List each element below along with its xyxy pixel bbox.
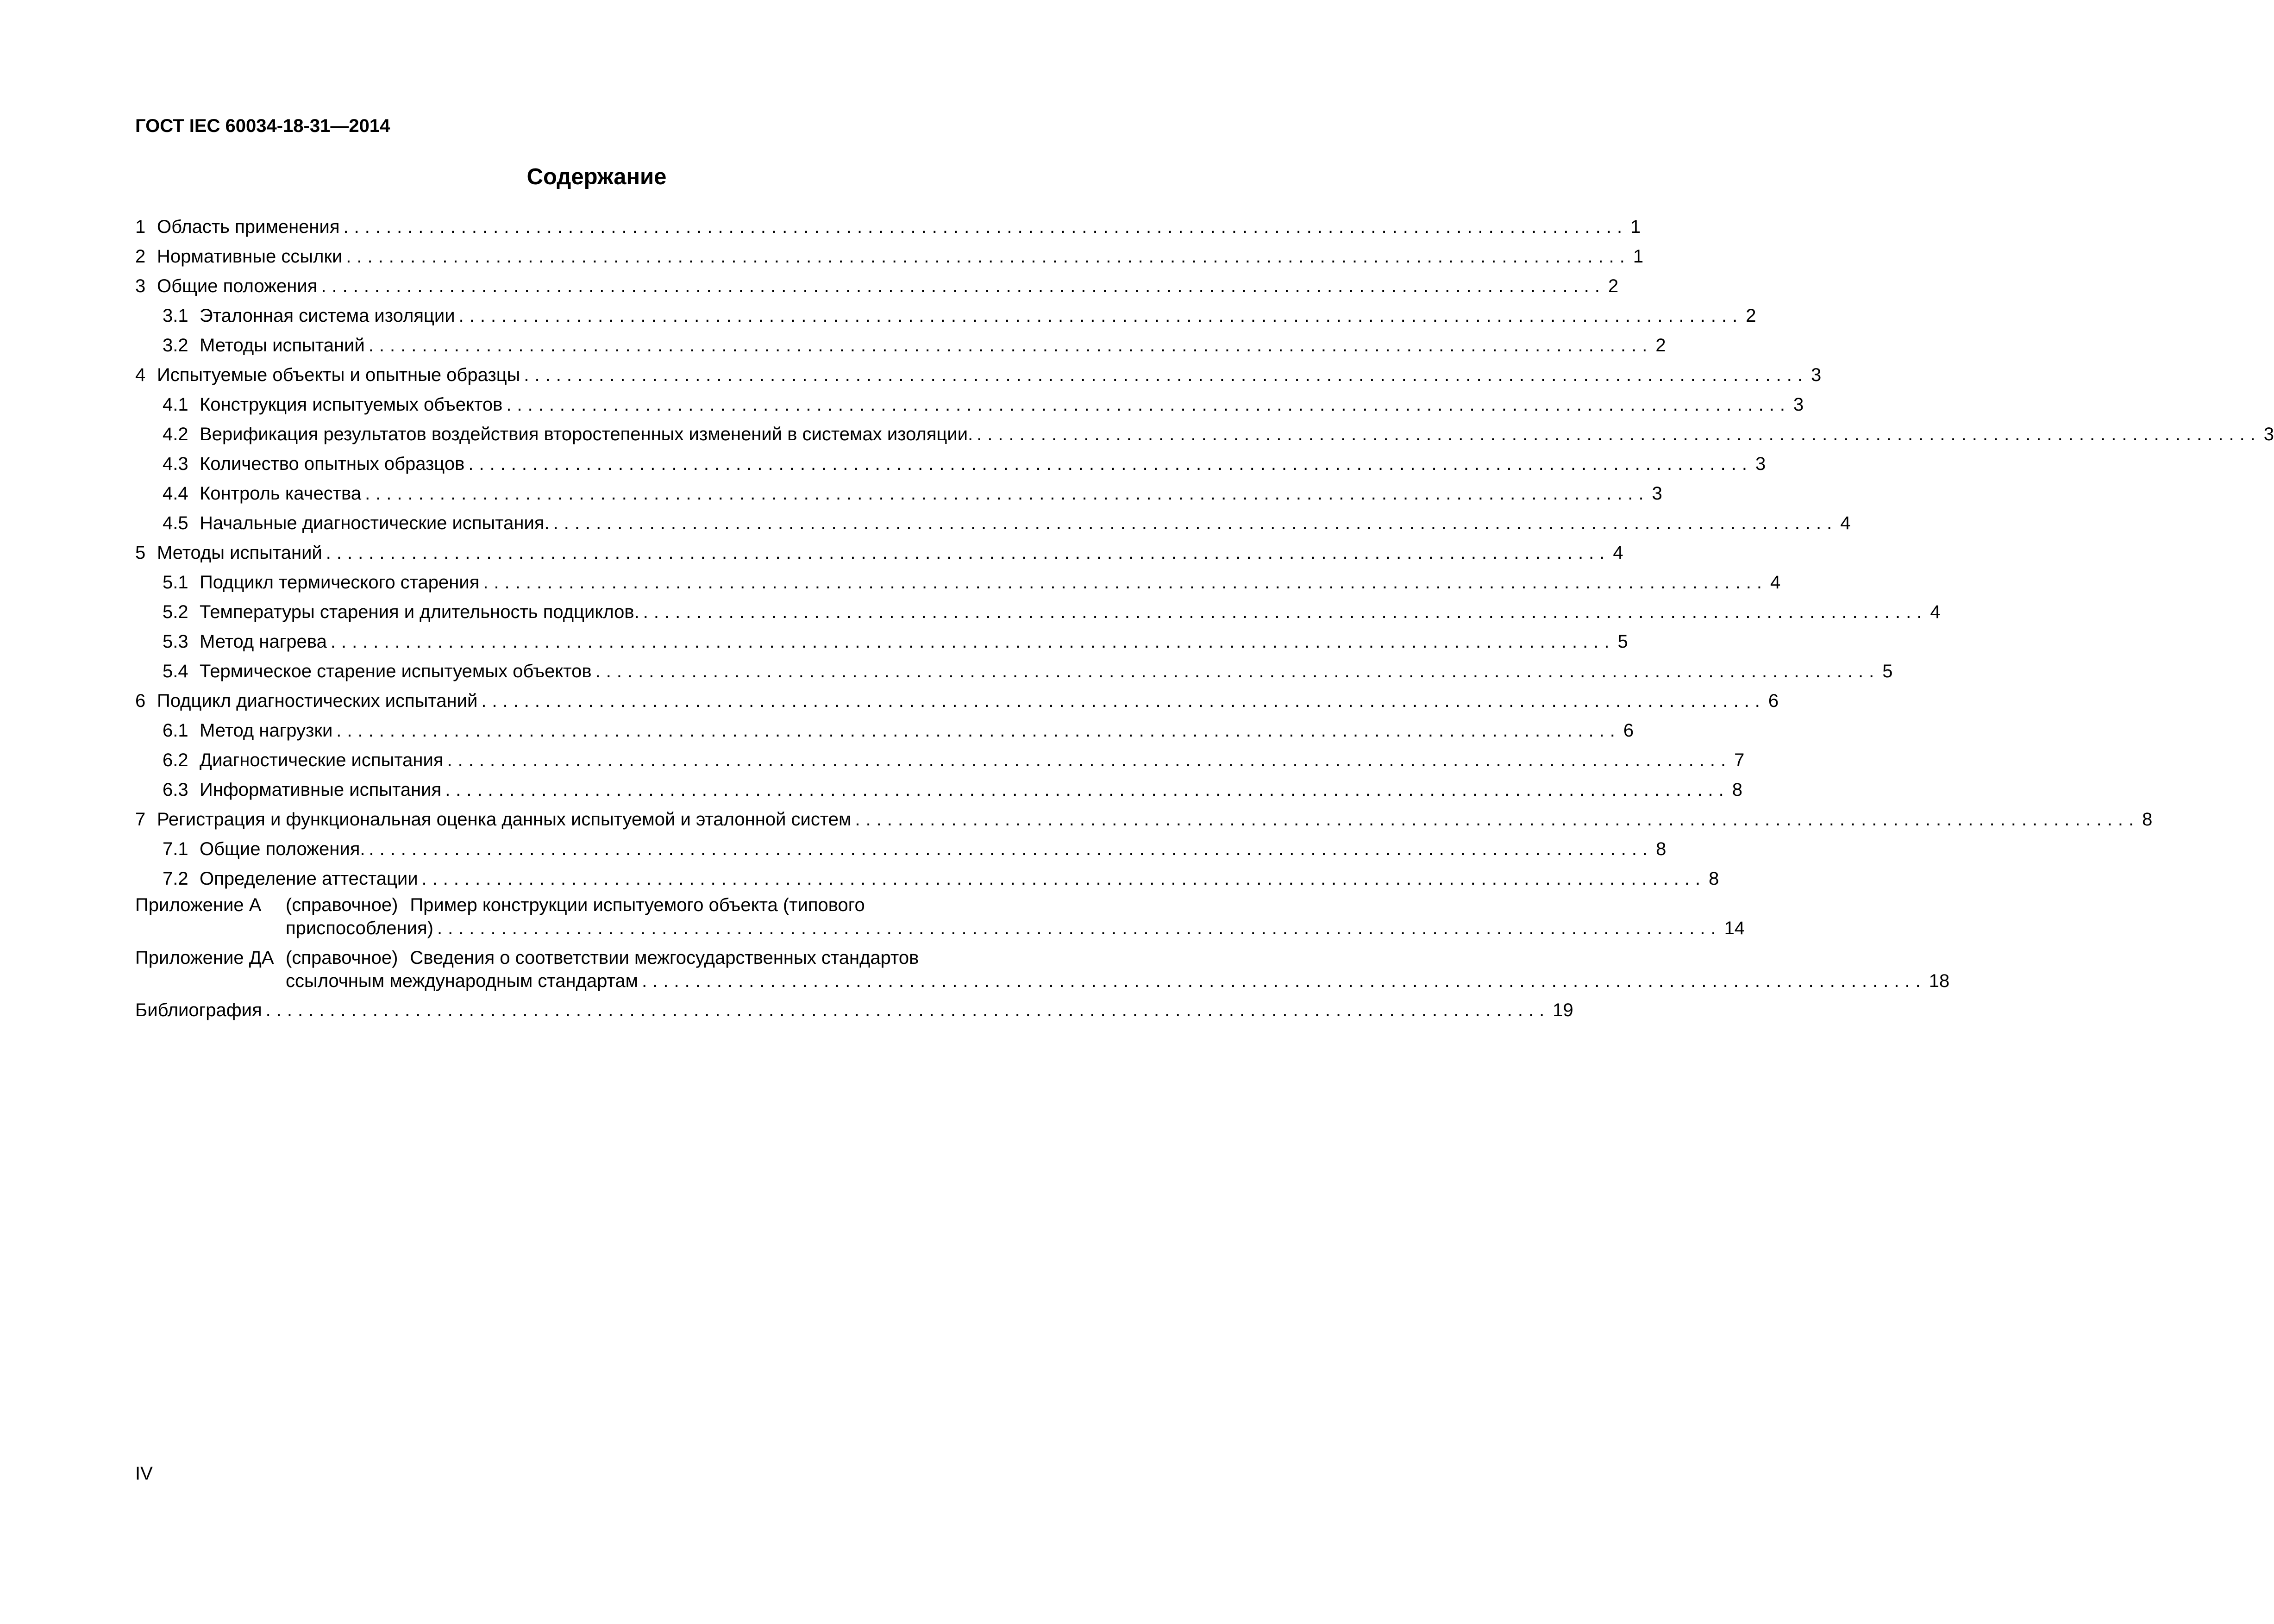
toc-entry[interactable] <box>135 716 1634 745</box>
toc-entry-number: 4.2 <box>163 424 188 444</box>
appendix-title-line2: приспособления) <box>286 918 433 938</box>
toc-entry-number: 6.2 <box>163 750 188 770</box>
appendix-title-line1: Пример конструкции испытуемого объекта (типового <box>410 895 865 915</box>
toc-page-number: 2 <box>1608 276 1619 296</box>
toc-page-number: 6 <box>1768 691 1779 711</box>
toc-page-number: 3 <box>1755 454 1766 474</box>
toc-page-number: 5 <box>1882 661 1893 681</box>
toc-entry-number: 7 <box>135 809 146 830</box>
toc-entry[interactable] <box>135 301 1756 331</box>
toc-leader-dots: ........................................................................................................................ <box>553 513 1838 533</box>
toc-page-number: 8 <box>1656 839 1666 859</box>
toc-page-number: 4 <box>1930 602 1941 622</box>
toc-leader-dots: ........................................................................................................................ <box>346 246 1630 267</box>
appendix-label: Приложение А <box>135 895 262 915</box>
toc-page-number: 3 <box>1793 394 1804 415</box>
toc-entry[interactable] <box>135 834 1666 864</box>
toc-entry[interactable] <box>135 331 1666 360</box>
appendix-kind: (справочное) <box>286 948 398 968</box>
toc-entry[interactable] <box>135 242 1644 271</box>
toc-entry-number: 5.3 <box>163 631 188 652</box>
appendix-kind: (справочное) <box>286 895 398 915</box>
toc-entry-text: Верификация результатов воздействия второстепенных изменений в системах изоляции. <box>200 424 973 444</box>
toc-entries <box>135 212 2274 893</box>
toc-entry-text: Общие положения <box>157 276 318 296</box>
toc-entry-number: 5 <box>135 543 146 563</box>
toc-entry-text: Область применения <box>157 217 340 237</box>
toc-entry-text: Начальные диагностические испытания. <box>200 513 550 533</box>
toc-entry-text: Библиография <box>135 1000 262 1020</box>
toc-leader-dots: ........................................................................................................................ <box>483 572 1767 593</box>
toc-entry-number: 1 <box>135 217 146 237</box>
toc-page-number: 7 <box>1734 750 1745 770</box>
appendix-body <box>286 893 1745 940</box>
toc-leader-dots: ........................................................................................................................ <box>421 868 1706 889</box>
toc-page-number: 8 <box>2142 809 2153 830</box>
toc-leader-dots: ........................................................................................................................ <box>368 335 1653 356</box>
toc-leader-dots: ........................................................................................................................ <box>855 809 2140 830</box>
toc-leader-dots: ........................................................................................................................ <box>506 394 1791 415</box>
toc-entry-text: Подцикл диагностических испытаний <box>157 691 478 711</box>
toc-leader-dots: ........................................................................................................................ <box>343 217 1628 237</box>
toc-entry-text: Регистрация и функциональная оценка данных испытуемой и эталонной систем <box>157 809 852 830</box>
toc-leader-dots: ........................................................................................................................ <box>265 1000 1550 1020</box>
toc-page-number: 5 <box>1617 631 1628 652</box>
document-designation: ГОСТ IEC 60034-18-31—2014 <box>135 116 390 136</box>
toc-leader-dots: ........................................................................................................................ <box>642 971 1926 991</box>
toc-entry-number: 3.1 <box>163 306 188 326</box>
toc-leader-dots: ........................................................................................................................ <box>458 306 1743 326</box>
toc-entry[interactable] <box>135 864 1719 893</box>
toc-entry-text: Конструкция испытуемых объектов <box>200 394 503 415</box>
toc-leader-dots: ........................................................................................................................ <box>481 691 1766 711</box>
appendix-body <box>286 946 1949 993</box>
toc-page-number: 1 <box>1630 217 1641 237</box>
toc-page-number: 14 <box>1724 918 1745 938</box>
toc-page-number: 18 <box>1929 971 1950 991</box>
toc-entry-text: Методы испытаний <box>200 335 365 356</box>
toc-page-number: 2 <box>1655 335 1666 356</box>
toc-entry[interactable] <box>135 568 1781 597</box>
toc-page-number: 4 <box>1770 572 1781 593</box>
toc-entry-text: Температуры старения и длительность подциклов. <box>200 602 639 622</box>
toc-entry-number: 4.1 <box>163 394 188 415</box>
toc-entry[interactable] <box>135 805 2153 834</box>
toc-entry-text: Количество опытных образцов <box>200 454 465 474</box>
toc-entry-text: Метод нагрузки <box>200 720 333 741</box>
toc-entry-number: 5.4 <box>163 661 188 681</box>
toc-entry[interactable] <box>135 419 2274 449</box>
toc-entry-text: Эталонная система изоляции <box>200 306 455 326</box>
toc-entry-number: 7.1 <box>163 839 188 859</box>
toc-entry[interactable] <box>135 212 1641 242</box>
toc-entry[interactable] <box>135 479 1662 508</box>
toc-entry[interactable] <box>135 597 1941 627</box>
toc-entry-text: Информативные испытания <box>200 780 442 800</box>
toc-leader-dots: ........................................................................................................................ <box>524 365 1808 385</box>
toc-leader-dots: ........................................................................................................................ <box>321 276 1605 296</box>
toc-page-number: 3 <box>2263 424 2274 444</box>
toc-entry-number: 4 <box>135 365 146 385</box>
toc-entry-text: Контроль качества <box>200 483 362 504</box>
toc-entry[interactable] <box>135 775 1743 805</box>
toc-page-number: 4 <box>1613 543 1623 563</box>
toc-page-number: 8 <box>1709 868 1719 889</box>
toc-entry-text: Метод нагрева <box>200 631 327 652</box>
toc-entry-number: 4.3 <box>163 454 188 474</box>
toc-entry[interactable] <box>135 656 1893 686</box>
toc-leader-dots: ........................................................................................................................ <box>336 720 1621 741</box>
toc-page-number: 1 <box>1633 246 1644 267</box>
appendix-label: Приложение ДА <box>135 948 274 968</box>
toc-leader-dots: ........................................................................................................................ <box>326 543 1610 563</box>
toc-appendix-da[interactable] <box>135 946 1950 993</box>
toc-entry-number: 4.4 <box>163 483 188 504</box>
toc-entry-text: Испытуемые объекты и опытные образцы <box>157 365 520 385</box>
toc-page-number: 2 <box>1746 306 1756 326</box>
toc-entry-text: Общие положения. <box>200 839 365 859</box>
toc-entry[interactable] <box>135 360 1822 390</box>
toc-entry-text: Нормативные ссылки <box>157 246 343 267</box>
toc-entry-text: Методы испытаний <box>157 543 322 563</box>
toc-leader-dots: ........................................................................................................................ <box>369 839 1654 859</box>
toc-entry-number: 6 <box>135 691 146 711</box>
toc-leader-dots: ........................................................................................................................ <box>468 454 1753 474</box>
toc-leader-dots: ........................................................................................................................ <box>437 918 1722 938</box>
toc-leader-dots: ........................................................................................................................ <box>365 483 1649 504</box>
toc-entry[interactable] <box>135 508 1851 538</box>
toc-leader-dots: ........................................................................................................................ <box>330 631 1615 652</box>
appendix-title-line2: ссылочным международным стандартам <box>286 971 639 991</box>
toc-entry[interactable] <box>135 449 1766 479</box>
toc-leader-dots: ........................................................................................................................ <box>595 661 1880 681</box>
toc-leader-dots: ........................................................................................................................ <box>447 750 1732 770</box>
toc-entry[interactable] <box>135 745 1745 775</box>
toc-page-number: 8 <box>1732 780 1743 800</box>
toc-page-number: 19 <box>1553 1000 1573 1020</box>
toc-entry-text: Диагностические испытания <box>200 750 444 770</box>
toc-entry[interactable] <box>135 390 1804 419</box>
toc-entry-number: 4.5 <box>163 513 188 533</box>
toc-entry-number: 5.2 <box>163 602 188 622</box>
toc-page-number: 3 <box>1810 365 1822 385</box>
toc-entry[interactable] <box>135 686 1779 716</box>
table-of-contents <box>135 212 2274 1025</box>
toc-entry-number: 6.3 <box>163 780 188 800</box>
toc-entry-text: Подцикл термического старения <box>200 572 480 593</box>
toc-entry-text: Термическое старение испытуемых объектов <box>200 661 592 681</box>
toc-entry-number: 3.2 <box>163 335 188 356</box>
toc-entry-number: 7.2 <box>163 868 188 889</box>
toc-appendix-a[interactable] <box>135 893 1745 940</box>
toc-page-number: 6 <box>1623 720 1634 741</box>
toc-page-number: 3 <box>1652 483 1662 504</box>
toc-entry-number: 2 <box>135 246 146 267</box>
toc-entry-text: Определение аттестации <box>200 868 418 889</box>
toc-entry-number: 3 <box>135 276 146 296</box>
toc-leader-dots: ........................................................................................................................ <box>643 602 1928 622</box>
toc-entry[interactable] <box>135 271 1619 301</box>
toc-title: Содержание <box>526 164 667 189</box>
toc-leader-dots: ........................................................................................................................ <box>977 424 2261 444</box>
toc-entry-number: 6.1 <box>163 720 188 741</box>
toc-bibliography[interactable] <box>135 995 1573 1025</box>
toc-page-number: 4 <box>1840 513 1851 533</box>
page-number: IV <box>135 1463 153 1484</box>
toc-entry[interactable] <box>135 627 1628 656</box>
appendix-title-line1: Сведения о соответствии межгосударственных стандартов <box>410 948 919 968</box>
toc-entry-number: 5.1 <box>163 572 188 593</box>
toc-entry[interactable] <box>135 538 1623 568</box>
toc-leader-dots: ........................................................................................................................ <box>445 780 1729 800</box>
